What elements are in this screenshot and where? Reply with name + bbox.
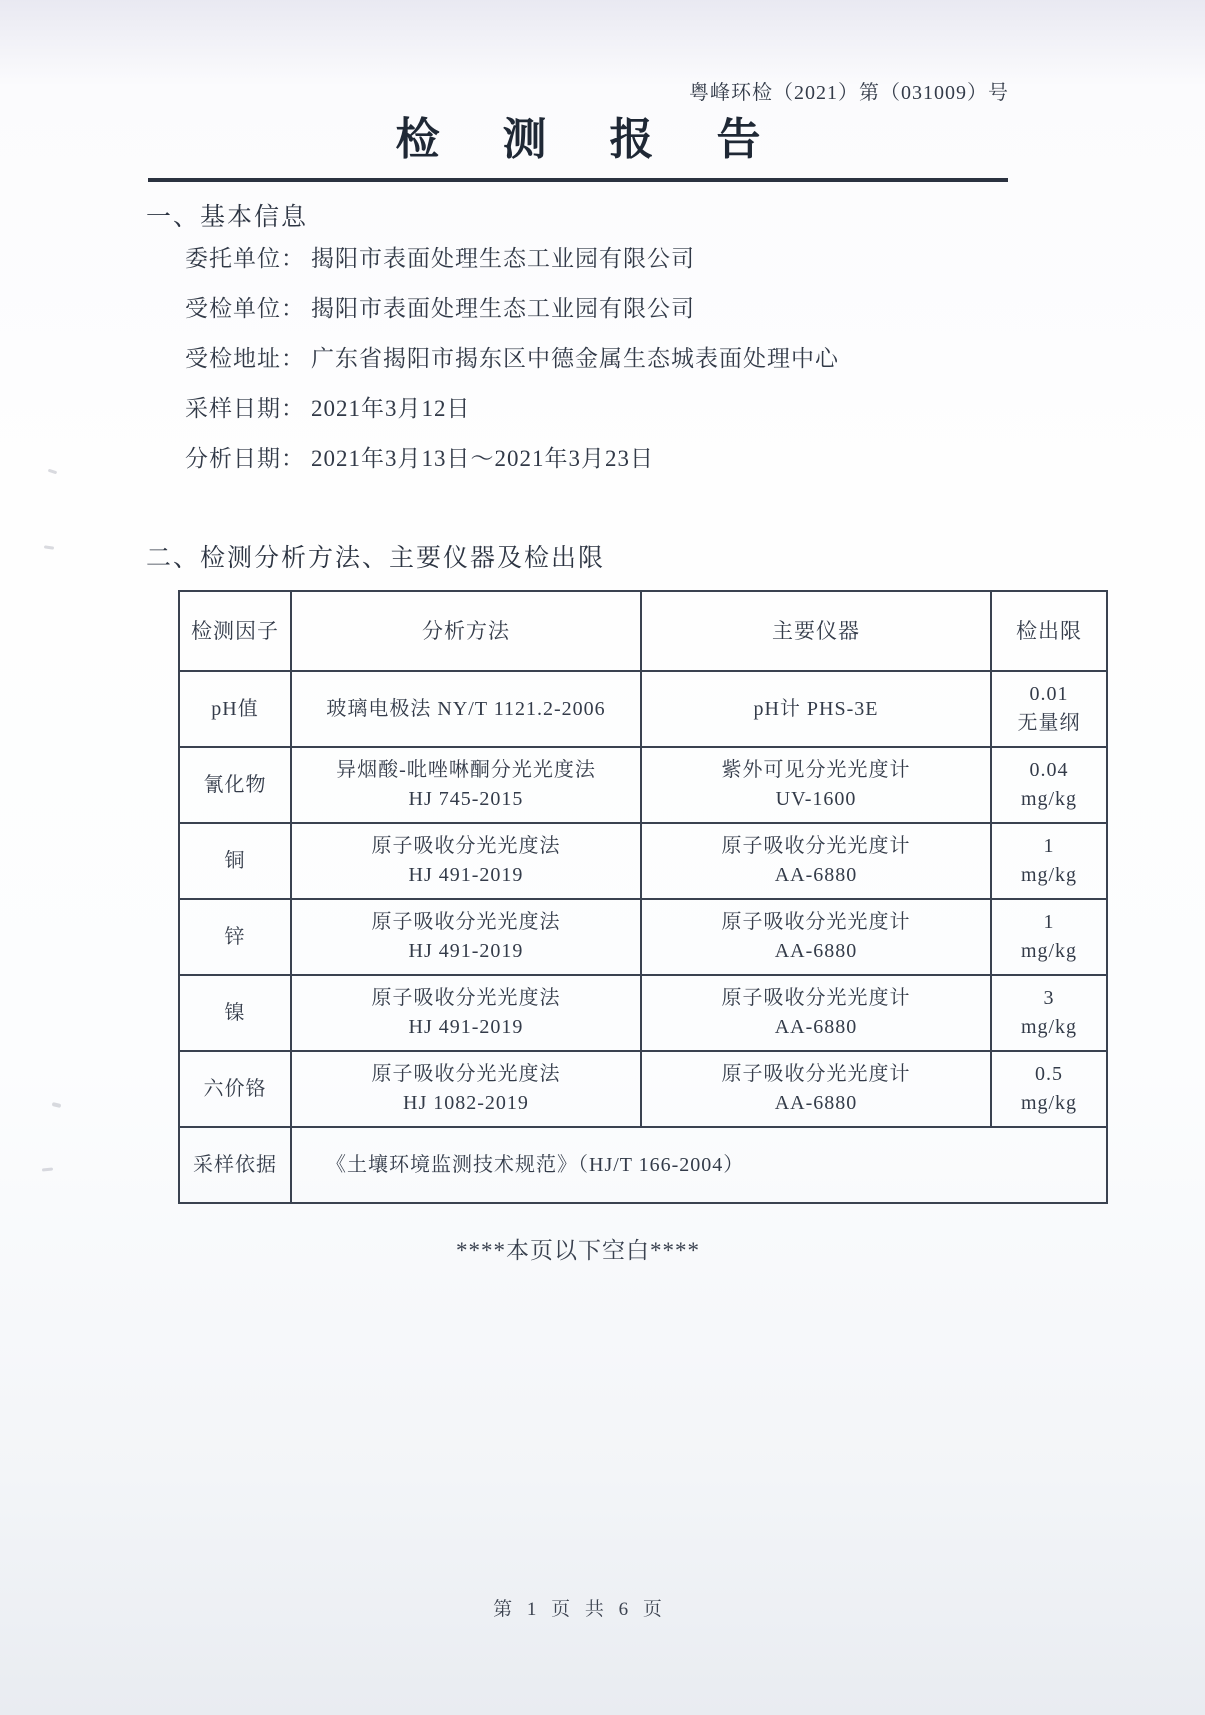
limit-value: 0.01 [1029, 683, 1069, 705]
method-line2: HJ 491-2019 [408, 940, 524, 962]
field-inspected-address [185, 343, 839, 375]
method-line1: 玻璃电极法 NY/T 1121.2-2006 [326, 697, 606, 720]
cell-factor: 锌 [179, 899, 291, 975]
field-value: 广东省揭阳市揭东区中德金属生态城表面处理中心 [311, 346, 839, 371]
report-ref-number: 粤峰环检（2021）第（031009）号 [689, 82, 1009, 104]
limit-value: 3 [1043, 987, 1055, 1009]
limit-unit: mg/kg [1020, 788, 1078, 810]
section-basic-info-heading: 一、基本信息 [146, 204, 309, 231]
scan-artifact [42, 1167, 53, 1171]
instrument-line2: AA-6880 [774, 1092, 858, 1114]
cell-method [291, 975, 641, 1051]
field-value: 2021年3月13日～2021年3月23日 [311, 446, 654, 471]
field-label: 委托单位： [185, 246, 305, 271]
methods-table [178, 590, 1108, 1204]
field-analysis-date [185, 443, 839, 475]
field-label: 受检地址： [185, 346, 305, 371]
field-value: 揭阳市表面处理生态工业园有限公司 [311, 296, 695, 321]
field-label: 分析日期： [185, 446, 305, 471]
limit-value: 1 [1043, 911, 1055, 933]
section-methods-heading: 二、检测分析方法、主要仪器及检出限 [146, 545, 606, 572]
cell-method [291, 1051, 641, 1127]
field-label: 采样日期： [185, 396, 305, 421]
cell-instrument [641, 899, 991, 975]
field-inspected-unit [185, 293, 839, 325]
instrument-line1: 原子吸收分光光度计 [721, 911, 911, 933]
cell-factor: 六价铬 [179, 1051, 291, 1127]
method-line2: HJ 491-2019 [408, 864, 524, 886]
cell-limit [991, 975, 1107, 1051]
table-row-zinc [179, 899, 1107, 975]
field-client-unit [185, 243, 839, 275]
cell-factor: 铜 [179, 823, 291, 899]
table-row-nickel [179, 975, 1107, 1051]
cell-factor: pH值 [179, 671, 291, 747]
table-row-cyanide [179, 747, 1107, 823]
cell-instrument [641, 1051, 991, 1127]
page-number: 第 1 页 共 6 页 [493, 1599, 667, 1620]
cell-method [291, 747, 641, 823]
basis-value: 《土壤环境监测技术规范》（HJ/T 166-2004） [291, 1127, 1107, 1203]
header-instrument: 主要仪器 [641, 591, 991, 671]
instrument-line2: AA-6880 [774, 1016, 858, 1038]
method-line1: 原子吸收分光光度法 [371, 911, 561, 933]
method-line2: HJ 1082-2019 [403, 1092, 529, 1114]
method-line2: HJ 745-2015 [408, 788, 524, 810]
field-sampling-date [185, 393, 839, 425]
cell-method [291, 671, 641, 747]
cell-instrument [641, 823, 991, 899]
limit-unit: mg/kg [1020, 1016, 1078, 1038]
header-factor: 检测因子 [179, 591, 291, 671]
table-header-row [179, 591, 1107, 671]
header-method: 分析方法 [291, 591, 641, 671]
cell-instrument [641, 747, 991, 823]
limit-value: 0.04 [1029, 759, 1069, 781]
page-title: 检 测 报 告 [395, 115, 787, 164]
table-row-copper [179, 823, 1107, 899]
scan-artifact [52, 1102, 62, 1108]
instrument-line2: AA-6880 [774, 864, 858, 886]
instrument-line1: 原子吸收分光光度计 [721, 835, 911, 857]
field-value: 揭阳市表面处理生态工业园有限公司 [311, 246, 695, 271]
method-line2: HJ 491-2019 [408, 1016, 524, 1038]
cell-limit [991, 1051, 1107, 1127]
cell-method [291, 823, 641, 899]
field-value: 2021年3月12日 [311, 396, 471, 421]
scan-artifact [48, 469, 57, 475]
field-label: 受检单位： [185, 296, 305, 321]
cell-limit [991, 823, 1107, 899]
instrument-line1: 紫外可见分光光度计 [721, 759, 911, 781]
instrument-line1: 原子吸收分光光度计 [721, 987, 911, 1009]
basis-label: 采样依据 [179, 1127, 291, 1203]
basic-info-fields [185, 243, 839, 475]
method-line1: 原子吸收分光光度法 [371, 835, 561, 857]
limit-unit: mg/kg [1020, 940, 1078, 962]
method-line1: 原子吸收分光光度法 [371, 1063, 561, 1085]
instrument-line1: pH计 PHS-3E [753, 697, 879, 720]
instrument-line2: AA-6880 [774, 940, 858, 962]
cell-limit [991, 671, 1107, 747]
scan-artifact [44, 545, 54, 549]
table-row-ph [179, 671, 1107, 747]
limit-unit: 无量纲 [1017, 712, 1081, 734]
limit-value: 0.5 [1035, 1063, 1063, 1085]
table-row-sampling-basis [179, 1127, 1107, 1203]
cell-instrument [641, 671, 991, 747]
cell-limit [991, 747, 1107, 823]
limit-value: 1 [1043, 835, 1055, 857]
cell-method [291, 899, 641, 975]
blank-page-note: ****本页以下空白**** [456, 1238, 700, 1263]
method-line1: 原子吸收分光光度法 [371, 987, 561, 1009]
instrument-line2: UV-1600 [775, 788, 857, 810]
method-line1: 异烟酸-吡唑啉酮分光光度法 [336, 759, 596, 781]
header-limit: 检出限 [991, 591, 1107, 671]
limit-unit: mg/kg [1020, 1092, 1078, 1114]
limit-unit: mg/kg [1020, 864, 1078, 886]
cell-factor: 镍 [179, 975, 291, 1051]
title-block [148, 116, 1008, 182]
table-row-hexavalent-chromium [179, 1051, 1107, 1127]
cell-limit [991, 899, 1107, 975]
cell-factor: 氰化物 [179, 747, 291, 823]
instrument-line1: 原子吸收分光光度计 [721, 1063, 911, 1085]
cell-instrument [641, 975, 991, 1051]
